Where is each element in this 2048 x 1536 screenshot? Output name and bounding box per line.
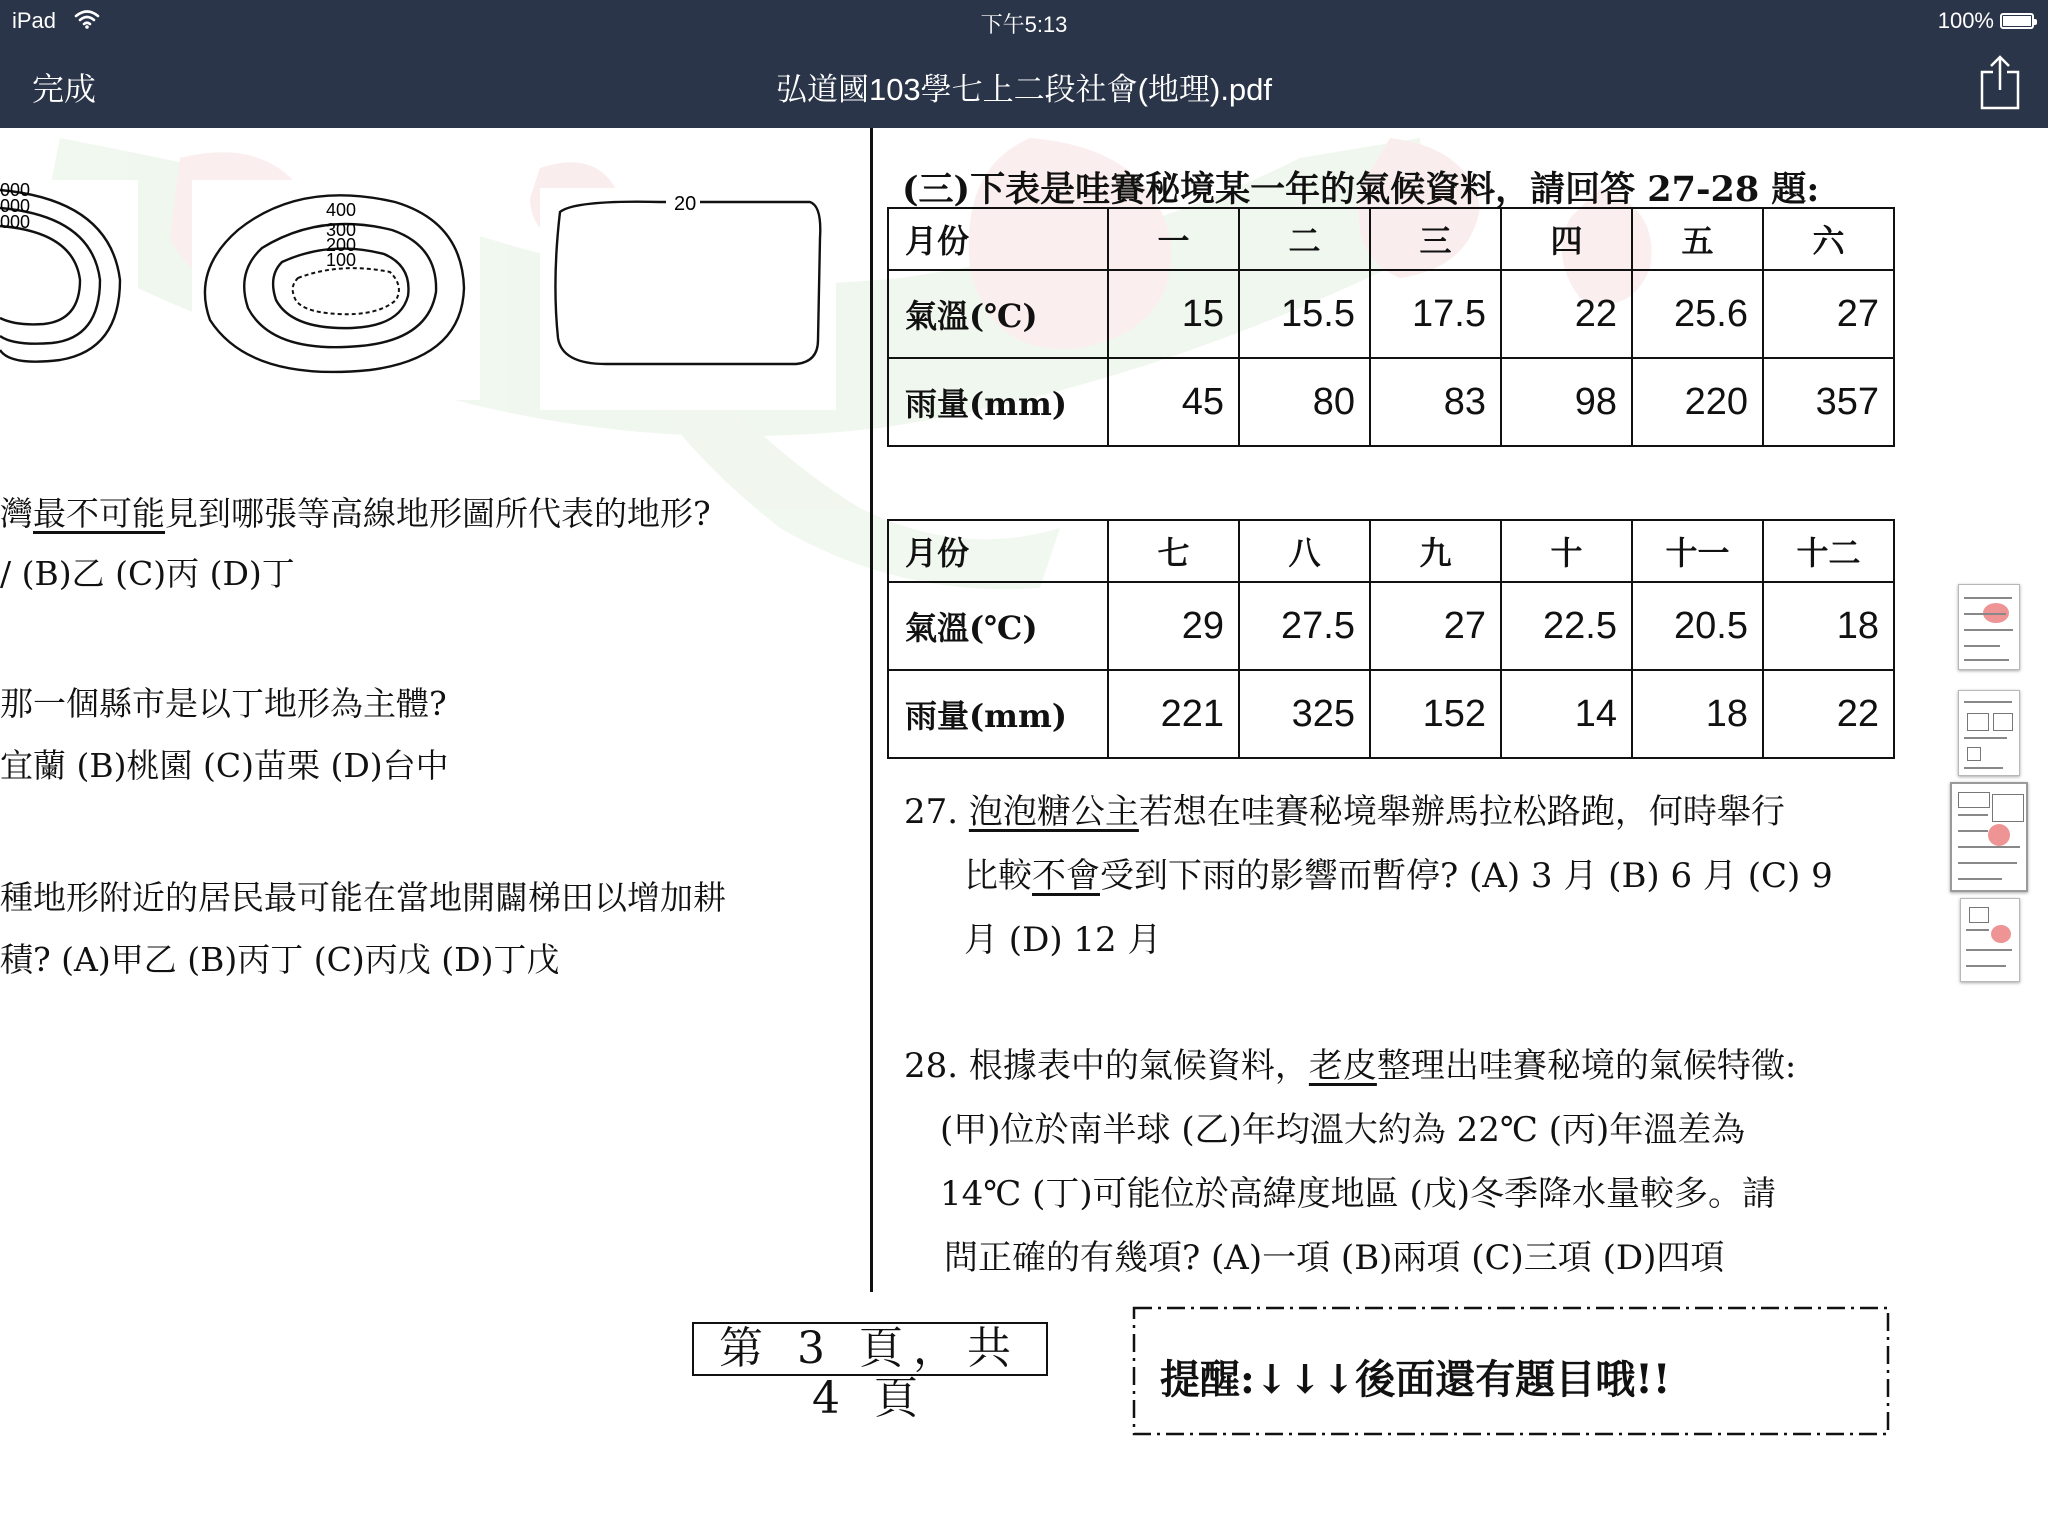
device-name: iPad — [12, 8, 57, 33]
question-27-line-1 — [904, 784, 1785, 833]
question-28-underlined: 老皮 — [1308, 1046, 1377, 1086]
contour-label-100: 100 — [326, 250, 357, 270]
question-a-options: / (B)乙 (C)丙 (D)丁 — [0, 554, 295, 593]
temperature-cell: 20.5 — [1632, 582, 1763, 670]
temperature-label: 氣溫(℃) — [888, 582, 1108, 670]
contour-label-400: 400 — [326, 200, 357, 220]
rainfall-label: 雨量(mm) — [888, 670, 1108, 758]
rainfall-cell: 14 — [1501, 670, 1632, 758]
contour-label-300: 300 — [326, 220, 357, 240]
question-27-line-2 — [964, 848, 1833, 897]
table-row — [888, 270, 1894, 358]
table-row — [888, 208, 1894, 270]
question-28-text: 整理出哇賽秘境的氣候特徵: — [1376, 1046, 1797, 1086]
month-cell: 三 — [1370, 208, 1501, 270]
table-row — [888, 582, 1894, 670]
status-bar — [0, 0, 2048, 40]
table-row — [888, 520, 1894, 582]
battery-percent: 100% — [1937, 8, 1994, 33]
page-thumbnail-4[interactable] — [1960, 898, 2020, 982]
page-number-indicator: 第 3 頁，共 4 頁 — [692, 1322, 1048, 1376]
rainfall-label: 雨量(mm) — [888, 358, 1108, 446]
page-thumbnail-3-current[interactable] — [1950, 782, 2028, 892]
rainfall-cell: 80 — [1239, 358, 1370, 446]
rainfall-cell: 98 — [1501, 358, 1632, 446]
question-27-pre: 比較 — [964, 856, 1032, 896]
month-header-label: 月份 — [888, 208, 1108, 270]
status-time: 下午5:13 — [980, 12, 1068, 37]
temperature-cell: 22.5 — [1501, 582, 1632, 670]
contour-label-frag-1: 000 — [0, 180, 31, 200]
battery-icon — [2000, 13, 2034, 29]
contour-maps-figure — [0, 150, 870, 480]
reminder-text: 提醒:↓↓↓後面還有題目哦!! — [1160, 1356, 1671, 1403]
month-header-label: 月份 — [888, 520, 1108, 582]
section-three-title: (三)下表是哇賽秘境某一年的氣候資料，請回答 27-28 題: — [902, 169, 1820, 210]
battery-indicator — [1938, 8, 2034, 34]
question-c-options: 積? (A)甲乙 (B)丙丁 (C)丙戊 (D)丁戊 — [0, 940, 560, 979]
question-28-number: 28. — [904, 1046, 959, 1086]
rainfall-cell: 152 — [1370, 670, 1501, 758]
temperature-cell: 27.5 — [1239, 582, 1370, 670]
temperature-label: 氣溫(℃) — [888, 270, 1108, 358]
question-28-line-4: 問正確的有幾項? (A)一項 (B)兩項 (C)三項 (D)四項 — [944, 1238, 1725, 1278]
question-27-name: 泡泡糖公主 — [968, 792, 1139, 832]
table-row — [888, 358, 1894, 446]
question-a-post: 見到哪張等高線地形圖所代表的地形? — [165, 494, 711, 533]
month-cell: 五 — [1632, 208, 1763, 270]
page-thumbnail-1[interactable] — [1958, 584, 2020, 670]
temperature-cell: 15.5 — [1239, 270, 1370, 358]
done-button[interactable]: 完成 — [32, 71, 97, 107]
share-icon[interactable] — [1978, 54, 2022, 110]
month-cell: 十二 — [1763, 520, 1894, 582]
temperature-cell: 29 — [1108, 582, 1239, 670]
question-27-text: 若想在哇賽秘境舉辦馬拉松路跑，何時舉行 — [1138, 792, 1785, 832]
rainfall-cell: 357 — [1763, 358, 1894, 446]
question-b-text: 那一個縣市是以丁地形為主體? — [0, 684, 447, 723]
rainfall-cell: 18 — [1632, 670, 1763, 758]
contour-label-frag-3: 000 — [0, 212, 31, 232]
rainfall-cell: 22 — [1763, 670, 1894, 758]
climate-table-jan-jun — [887, 207, 1895, 447]
month-cell: 九 — [1370, 520, 1501, 582]
month-cell: 一 — [1108, 208, 1239, 270]
question-28-line-1 — [904, 1038, 1796, 1087]
temperature-cell: 15 — [1108, 270, 1239, 358]
question-a-pre: 灣 — [0, 494, 33, 533]
navigation-bar — [0, 0, 2048, 128]
column-divider — [870, 128, 873, 1292]
question-28-line-3: 14℃ (丁)可能位於高緯度地區 (戊)冬季降水量較多。請 — [940, 1174, 1776, 1214]
rainfall-cell: 325 — [1239, 670, 1370, 758]
climate-table-jul-dec — [887, 519, 1895, 759]
month-cell: 十一 — [1632, 520, 1763, 582]
temperature-cell: 27 — [1370, 582, 1501, 670]
page-thumbnail-2[interactable] — [1958, 690, 2020, 776]
month-cell: 八 — [1239, 520, 1370, 582]
pdf-page[interactable] — [0, 128, 2048, 1536]
contour-label-200: 200 — [326, 235, 357, 255]
table-row — [888, 670, 1894, 758]
temperature-cell: 25.6 — [1632, 270, 1763, 358]
contour-label-frag-2: 000 — [0, 196, 31, 216]
contour-label-20: 20 — [674, 193, 697, 215]
question-28-line-2: (甲)位於南半球 (乙)年均溫大約為 22℃ (丙)年溫差為 — [940, 1110, 1746, 1150]
temperature-cell: 27 — [1763, 270, 1894, 358]
question-b-options: 宜蘭 (B)桃園 (C)苗栗 (D)台中 — [0, 746, 449, 785]
document-title: 弘道國103學七上二段社會(地理).pdf — [775, 72, 1273, 107]
question-27-underlined: 不會 — [1032, 856, 1100, 896]
month-cell: 七 — [1108, 520, 1239, 582]
month-cell: 十 — [1501, 520, 1632, 582]
rainfall-cell: 221 — [1108, 670, 1239, 758]
question-27-line-3: 月 (D) 12 月 — [964, 920, 1162, 960]
month-cell: 六 — [1763, 208, 1894, 270]
temperature-cell: 22 — [1501, 270, 1632, 358]
question-a-underlined: 最不可能 — [33, 494, 165, 533]
temperature-cell: 17.5 — [1370, 270, 1501, 358]
month-cell: 二 — [1239, 208, 1370, 270]
temperature-cell: 18 — [1763, 582, 1894, 670]
question-27-number: 27. — [904, 792, 959, 832]
question-27-options: 受到下雨的影響而暫停? (A) 3 月 (B) 6 月 (C) 9 — [1100, 856, 1833, 896]
question-c-text: 種地形附近的居民最可能在當地開闢梯田以增加耕 — [0, 878, 726, 917]
month-cell: 四 — [1501, 208, 1632, 270]
rainfall-cell: 220 — [1632, 358, 1763, 446]
rainfall-cell: 83 — [1370, 358, 1501, 446]
rainfall-cell: 45 — [1108, 358, 1239, 446]
question-a-text — [0, 488, 711, 535]
question-28-pre: 根據表中的氣候資料， — [968, 1046, 1309, 1086]
